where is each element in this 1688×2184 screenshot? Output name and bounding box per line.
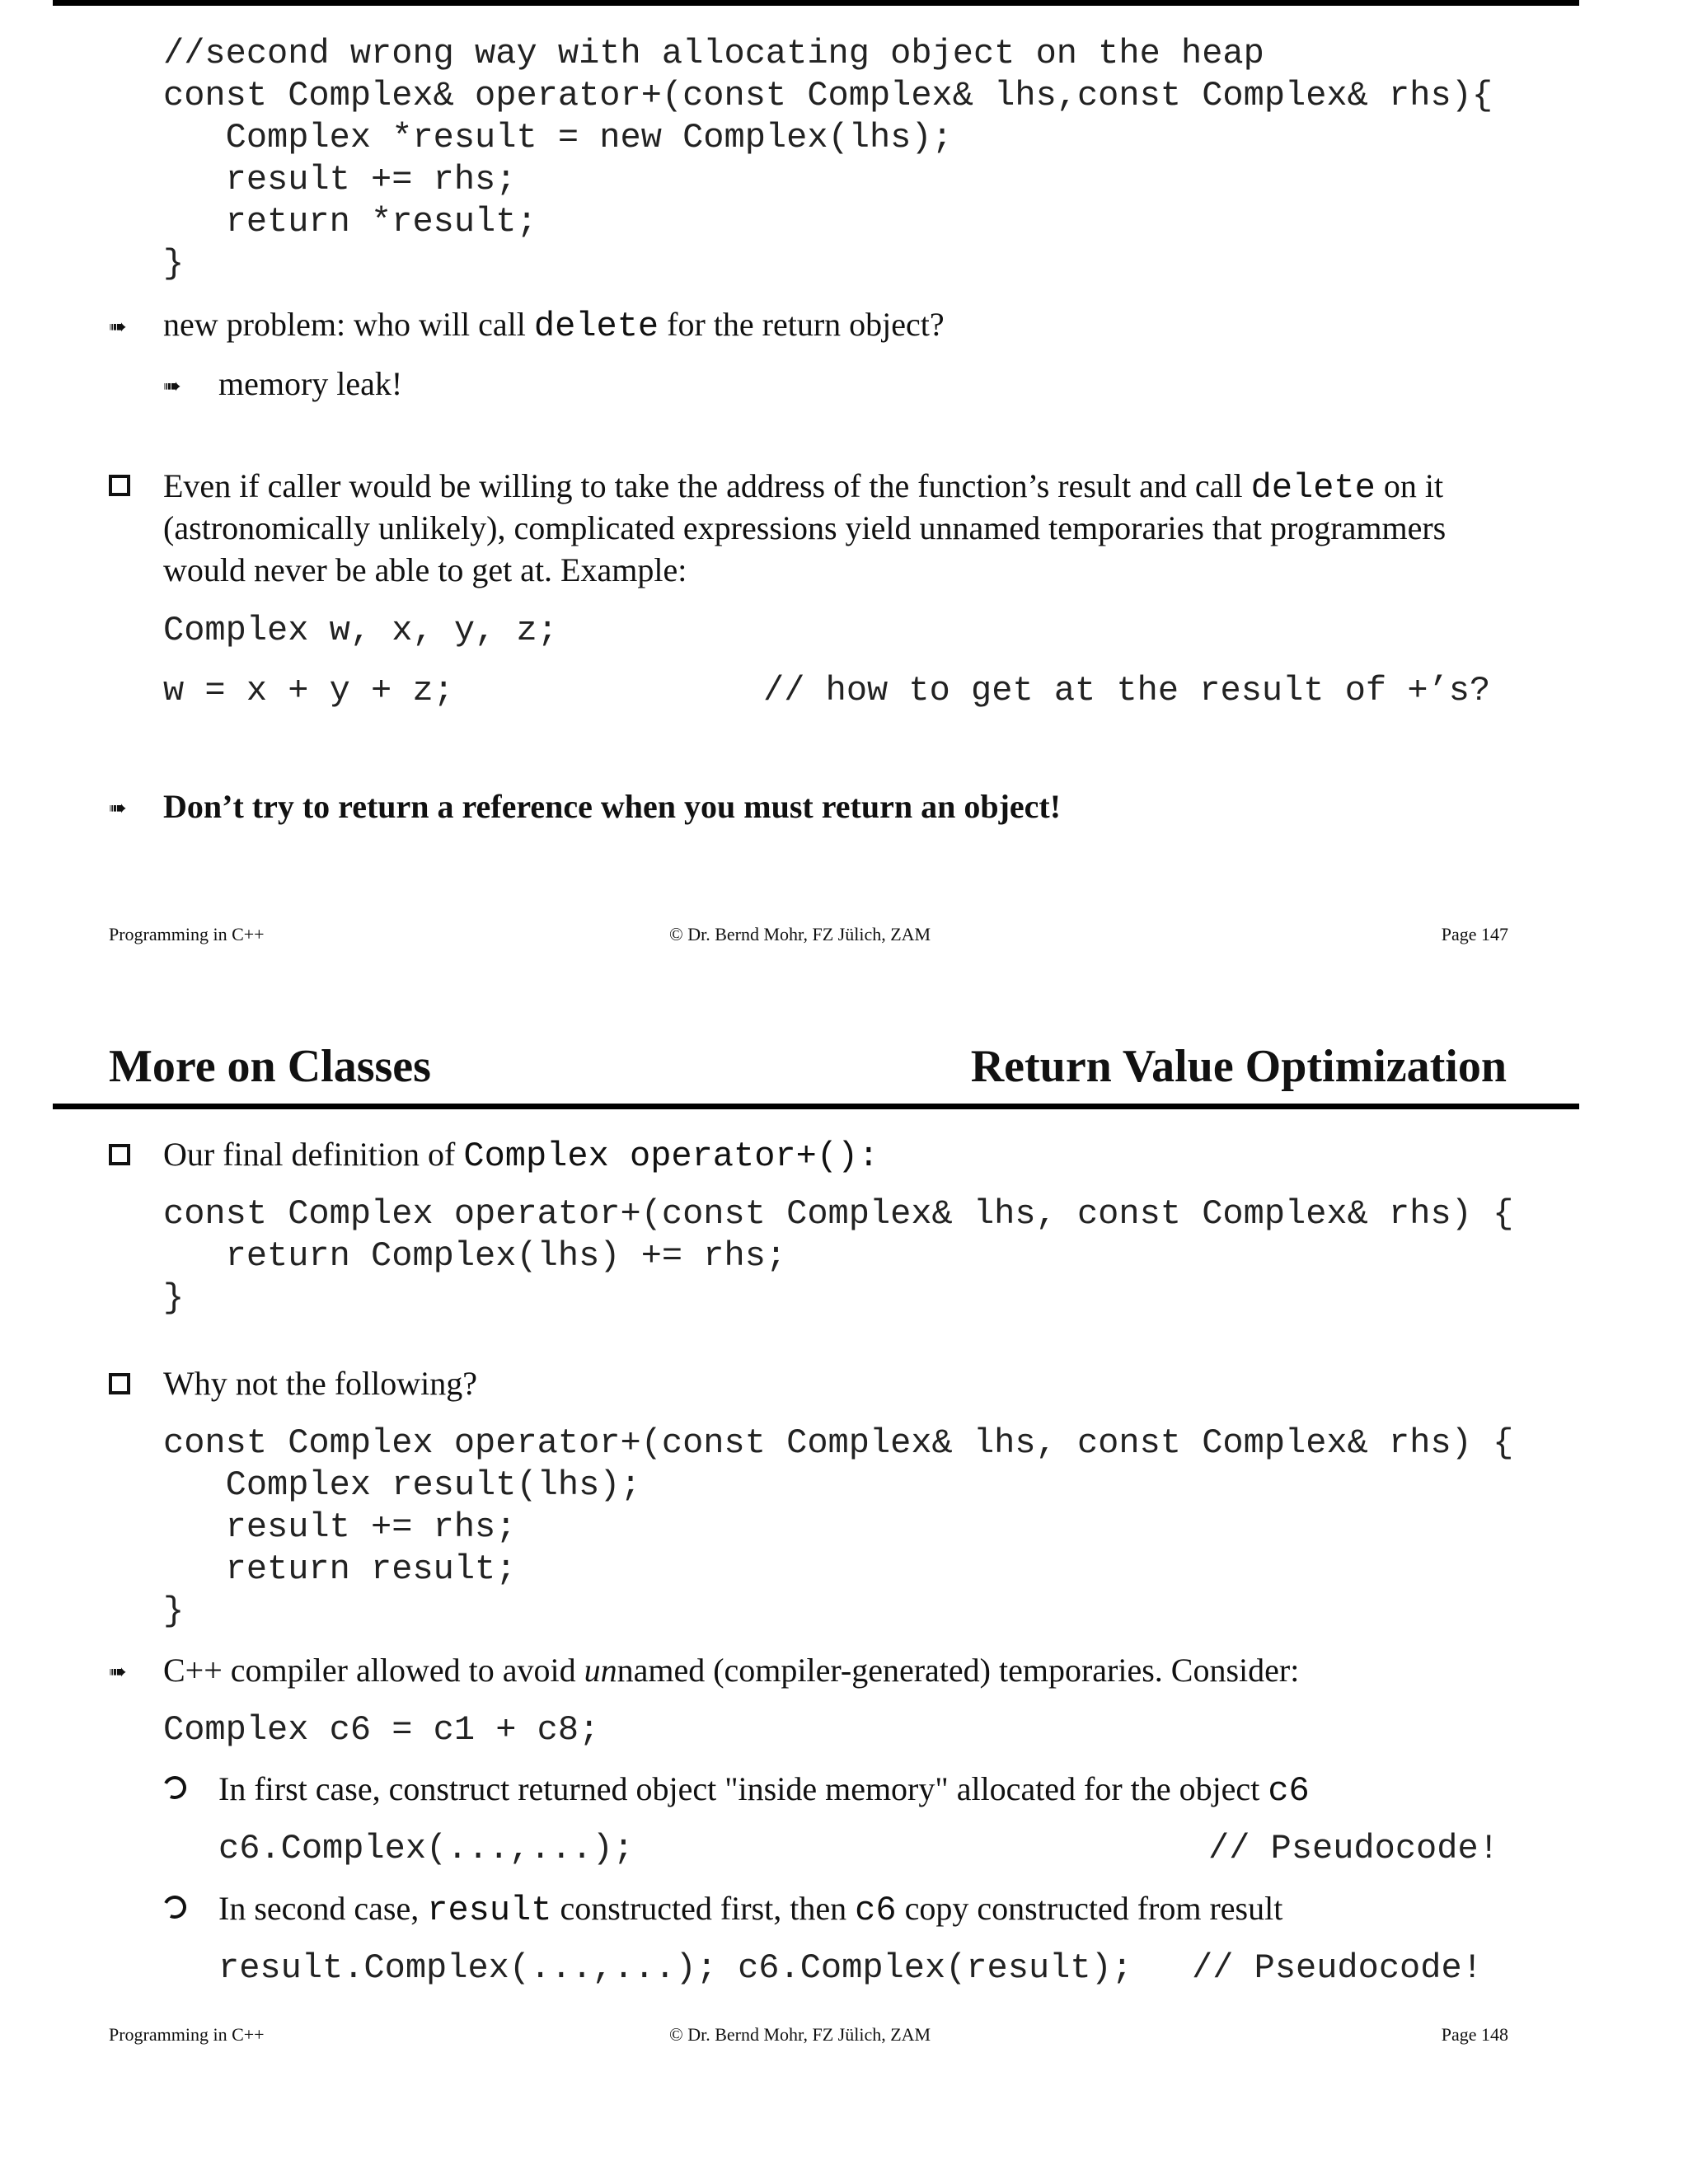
code-line: const Complex& operator+(const Complex& lhs,const Complex& rhs){: [163, 76, 1493, 115]
inline-code: Complex operator+():: [463, 1137, 879, 1176]
text-fragment: constructed first, then: [551, 1890, 856, 1927]
top-rule: [53, 0, 1579, 6]
text-fragment: copy constructed from result: [896, 1890, 1283, 1927]
circle-bullet-icon: [160, 1892, 190, 1922]
text-fragment: Our final definition of: [163, 1136, 464, 1173]
code-line: }: [163, 1278, 185, 1318]
arrow-bullet-icon: ➠: [109, 796, 127, 821]
bullet-final-definition: [163, 1133, 879, 1178]
code-line: //second wrong way with allocating object on the heap: [163, 34, 1264, 73]
subpoint-first-case: [218, 1768, 1310, 1812]
inline-code: delete: [533, 307, 659, 346]
inline-code: result: [427, 1891, 552, 1930]
section-title: More on Classes: [109, 1041, 431, 1092]
code-line: }: [163, 244, 185, 284]
arrow-bullet-icon: ➠: [109, 315, 127, 340]
footer-copyright: © Dr. Bernd Mohr, FZ Jülich, ZAM: [669, 2024, 931, 2045]
bullet-why-not: Why not the following?: [163, 1365, 478, 1402]
inline-code: delete: [1250, 468, 1376, 508]
text-fragment: Even if caller would be willing to take the address of the function’s result and call: [163, 467, 1251, 504]
footer-course: Programming in C++: [109, 924, 265, 944]
code-comment: // Pseudocode!: [1208, 1829, 1499, 1868]
code-line: Complex *result = new Complex(lhs);: [163, 118, 953, 157]
circle-bullet-icon: [160, 1773, 190, 1802]
bullet-text-line: (astronomically unlikely), complicated expressions yield unnamed temporaries that programmers: [163, 509, 1447, 546]
inline-code: c6: [855, 1891, 897, 1930]
key-takeaway: Don’t try to return a reference when you must return an object!: [163, 788, 1062, 825]
code-line: result.Complex(...,...); c6.Complex(result);: [218, 1948, 1132, 1988]
footer-page-number: Page 148: [1441, 2024, 1508, 2045]
text-fragment: on it: [1375, 467, 1444, 504]
footer-page-number: Page 147: [1441, 924, 1508, 944]
code-line: return result;: [163, 1549, 517, 1589]
checkbox-bullet-icon: [109, 1144, 130, 1165]
text-fragment: for the return object?: [659, 306, 945, 343]
text-fragment: In second case,: [218, 1890, 428, 1927]
checkbox-bullet-icon: [109, 1373, 130, 1394]
text-fragment: C++ compiler allowed to avoid: [163, 1652, 584, 1689]
code-line: Complex c6 = c1 + c8;: [163, 1710, 600, 1750]
inline-code: c6: [1268, 1771, 1310, 1811]
code-line: result += rhs;: [163, 160, 517, 199]
code-line: const Complex operator+(const Complex& lhs, const Complex& rhs) {: [163, 1423, 1514, 1463]
topic-title: Return Value Optimization: [970, 1041, 1507, 1092]
bullet-text-line: would never be able to get at. Example:: [163, 551, 687, 588]
text-fragment: named (compiler-generated) temporaries. Consider:: [617, 1652, 1300, 1689]
code-comment: // Pseudocode!: [1192, 1948, 1483, 1988]
code-line: return Complex(lhs) += rhs;: [163, 1236, 787, 1276]
code-line: Complex result(lhs);: [163, 1465, 641, 1505]
code-line: w = x + y + z;: [163, 671, 454, 710]
footer-course: Programming in C++: [109, 2024, 265, 2045]
arrow-bullet-icon: ➠: [163, 374, 181, 399]
footer-copyright: © Dr. Bernd Mohr, FZ Jülich, ZAM: [669, 924, 931, 944]
arrow-subpoint-memory-leak: memory leak!: [218, 365, 403, 402]
arrow-point-compiler: [163, 1649, 1299, 1691]
code-comment: // how to get at the result of +’s?: [763, 671, 1491, 710]
text-fragment: In first case, construct returned object "inside memory" allocated for the object: [218, 1770, 1268, 1807]
code-line: return *result;: [163, 202, 537, 241]
arrow-point-new-problem: [163, 303, 945, 348]
code-line: }: [163, 1591, 185, 1631]
arrow-bullet-icon: ➠: [109, 1660, 127, 1685]
bullet-caller-delete: [163, 465, 1443, 509]
italic-fragment: un: [584, 1652, 617, 1689]
text-fragment: new problem: who will call: [163, 306, 534, 343]
code-line: c6.Complex(...,...);: [218, 1829, 635, 1868]
code-line: const Complex operator+(const Complex& lhs, const Complex& rhs) {: [163, 1194, 1514, 1234]
header-rule: [53, 1104, 1579, 1109]
subpoint-second-case: [218, 1887, 1282, 1932]
code-line: result += rhs;: [163, 1507, 517, 1547]
code-line: Complex w, x, y, z;: [163, 611, 558, 650]
checkbox-bullet-icon: [109, 475, 130, 496]
